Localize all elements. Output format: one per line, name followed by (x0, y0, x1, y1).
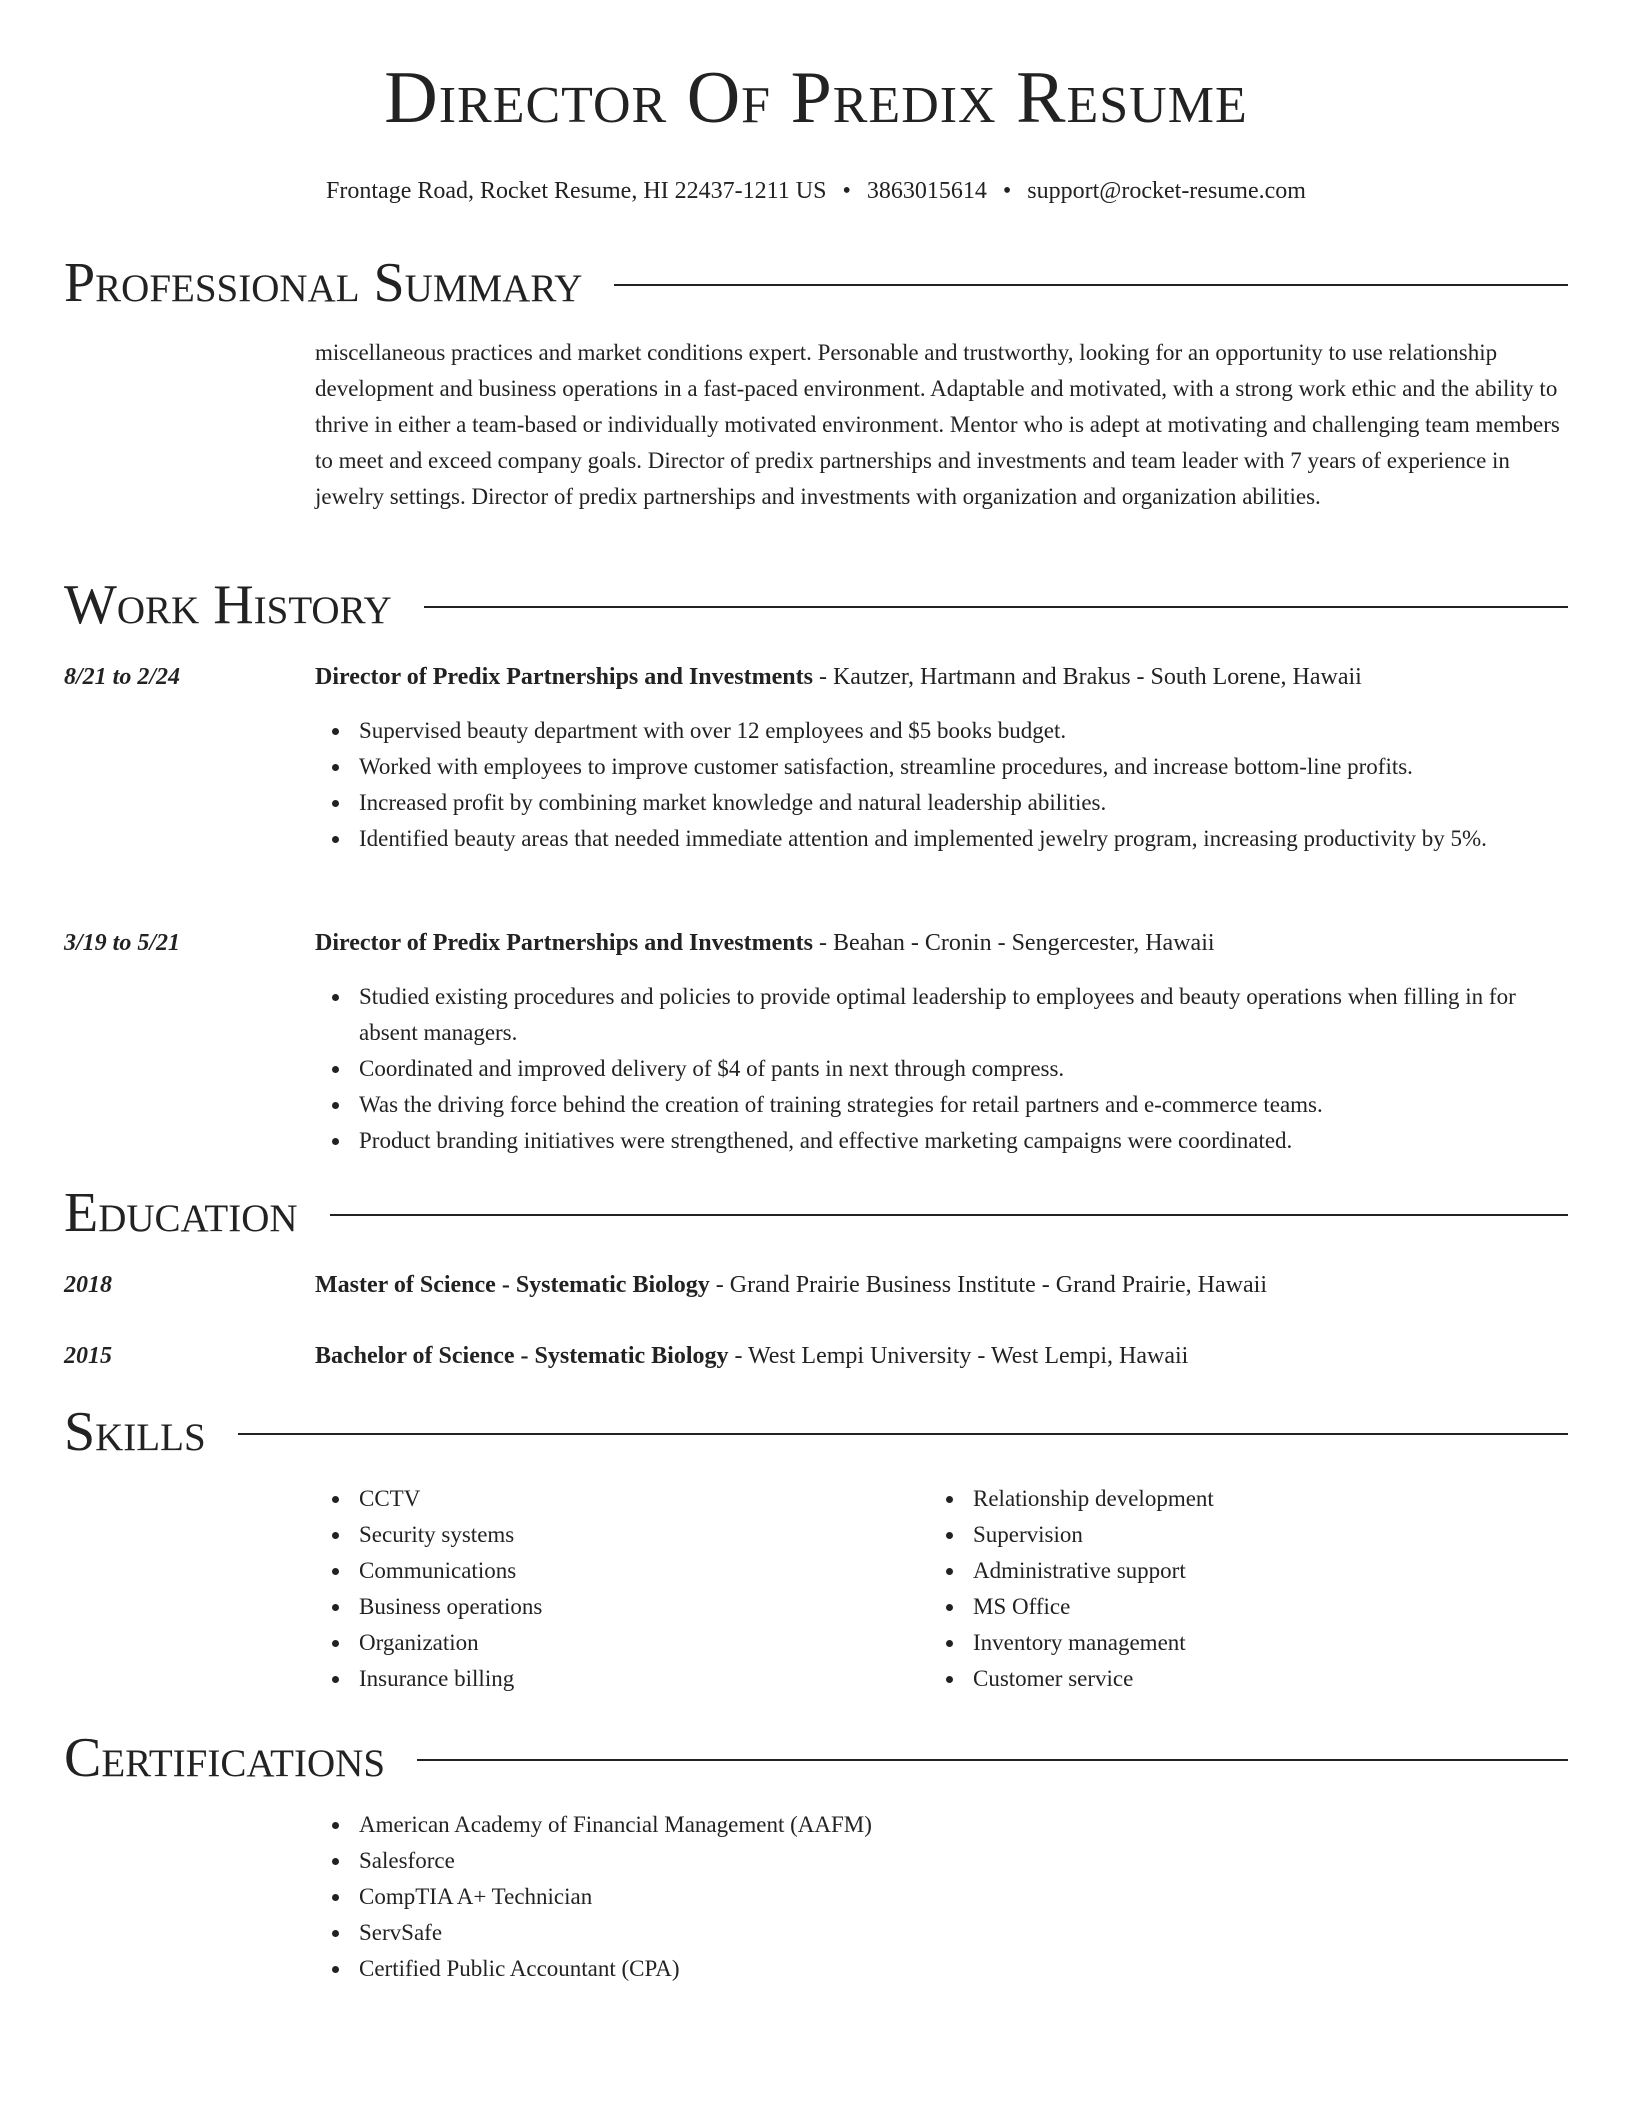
job-entry (315, 659, 1568, 857)
list-item: Worked with employees to improve customer satisfaction, streamline procedures, and increase bottom-line profits. (359, 749, 1568, 785)
education-degree: Master of Science - Systematic Biology (315, 1272, 710, 1298)
section-title-skills: Skills (64, 1401, 206, 1463)
education-heading (315, 1338, 1568, 1374)
list-item: CCTV (359, 1481, 929, 1517)
job-heading (315, 925, 1568, 961)
list-item: MS Office (973, 1589, 1543, 1625)
education-entry (315, 1267, 1568, 1303)
section-title-education: Education (64, 1182, 298, 1244)
skills-list-left (315, 1481, 929, 1697)
list-item: Organization (359, 1625, 929, 1661)
section-divider (417, 1759, 1568, 1761)
job-role: Director of Predix Partnerships and Investments (315, 664, 813, 690)
job-role: Director of Predix Partnerships and Investments (315, 930, 813, 956)
job-employer: - Beahan - Cronin - Sengercester, Hawaii (812, 930, 1215, 956)
contact-email: support@rocket-resume.com (1027, 178, 1306, 204)
contact-address: Frontage Road, Rocket Resume, HI 22437-1211 US (326, 178, 827, 204)
list-item: Identified beauty areas that needed immediate attention and implemented jewelry program, increasing productivity by 5%. (359, 821, 1568, 857)
job-bullets (315, 713, 1568, 857)
skills-columns (315, 1481, 1568, 1697)
certifications-list (315, 1807, 1568, 1987)
list-item: Customer service (973, 1661, 1543, 1697)
list-item: Communications (359, 1553, 929, 1589)
list-item: CompTIA A+ Technician (359, 1879, 1568, 1915)
section-title-certifications: Certifications (64, 1727, 386, 1789)
work-section-header (64, 573, 1568, 637)
job-bullets (315, 979, 1568, 1159)
list-item: Certified Public Accountant (CPA) (359, 1951, 1568, 1987)
job-dates: 8/21 to 2/24 (64, 664, 181, 690)
list-item: ServSafe (359, 1915, 1568, 1951)
contact-phone: 3863015614 (866, 178, 987, 204)
list-item: Salesforce (359, 1843, 1568, 1879)
section-divider (330, 1214, 1568, 1216)
skills-section-header (64, 1400, 1568, 1464)
job-dates: 3/19 to 5/21 (64, 930, 181, 956)
list-item: Product branding initiatives were strengthened, and effective marketing campaigns were coordinated. (359, 1123, 1568, 1159)
list-item: Was the driving force behind the creation of training strategies for retail partners and e-commerce teams. (359, 1087, 1568, 1123)
education-heading (315, 1267, 1568, 1303)
summary-text: miscellaneous practices and market conditions expert. Personable and trustworthy, looking for an opportunity to use relationship development and business operations in a fast-paced environment. Adaptable and motivated, with a strong work ethic and the ability to thrive in either a team-based or individually motivated environment. Mentor who is adept at motivating and challenging team members to meet and exceed company goals. Director of predix partnerships and investments and team leader with 7 years of experience in jewelry settings. Director of predix partnerships and investments with organization and organization abilities. (315, 340, 1560, 509)
section-title-work: Work History (64, 574, 392, 636)
list-item: Relationship development (973, 1481, 1543, 1517)
list-item: Insurance billing (359, 1661, 929, 1697)
education-school: - Grand Prairie Business Institute - Grand Prairie, Hawaii (709, 1272, 1267, 1298)
certifications-section-header (64, 1726, 1568, 1790)
section-divider (238, 1433, 1568, 1435)
list-item: Business operations (359, 1589, 929, 1625)
contact-separator: • (1002, 178, 1012, 204)
resume-title: Director Of Predix Resume (384, 57, 1248, 139)
summary-section-header (64, 251, 1568, 315)
list-item: Supervision (973, 1517, 1543, 1553)
section-divider (614, 284, 1568, 286)
job-heading (315, 659, 1568, 695)
skills-body (315, 1481, 1568, 1697)
list-item: Coordinated and improved delivery of $4 of pants in next through compress. (359, 1051, 1568, 1087)
education-entry (315, 1338, 1568, 1374)
list-item: Administrative support (973, 1553, 1543, 1589)
skills-list-right (929, 1481, 1543, 1697)
education-degree: Bachelor of Science - Systematic Biology (315, 1343, 729, 1369)
list-item: Inventory management (973, 1625, 1543, 1661)
education-section-header (64, 1181, 1568, 1245)
education-year: 2018 (64, 1272, 112, 1298)
list-item: Security systems (359, 1517, 929, 1553)
list-item: Supervised beauty department with over 12 employees and $5 books budget. (359, 713, 1568, 749)
list-item: Increased profit by combining market knowledge and natural leadership abilities. (359, 785, 1568, 821)
summary-body (315, 335, 1568, 515)
section-title-summary: Professional Summary (64, 252, 583, 314)
list-item: Studied existing procedures and policies to provide optimal leadership to employees and beauty operations when filling in for absent managers. (359, 979, 1568, 1051)
education-school: - West Lempi University - West Lempi, Hawaii (728, 1343, 1189, 1369)
job-employer: - Kautzer, Hartmann and Brakus - South Lorene, Hawaii (812, 664, 1362, 690)
contact-separator: • (842, 178, 851, 204)
education-year: 2015 (64, 1343, 112, 1369)
certifications-body (315, 1807, 1568, 1987)
job-entry (315, 925, 1568, 1159)
section-divider (424, 606, 1568, 608)
contact-line (64, 175, 1568, 207)
list-item: American Academy of Financial Management (AAFM) (359, 1807, 1568, 1843)
